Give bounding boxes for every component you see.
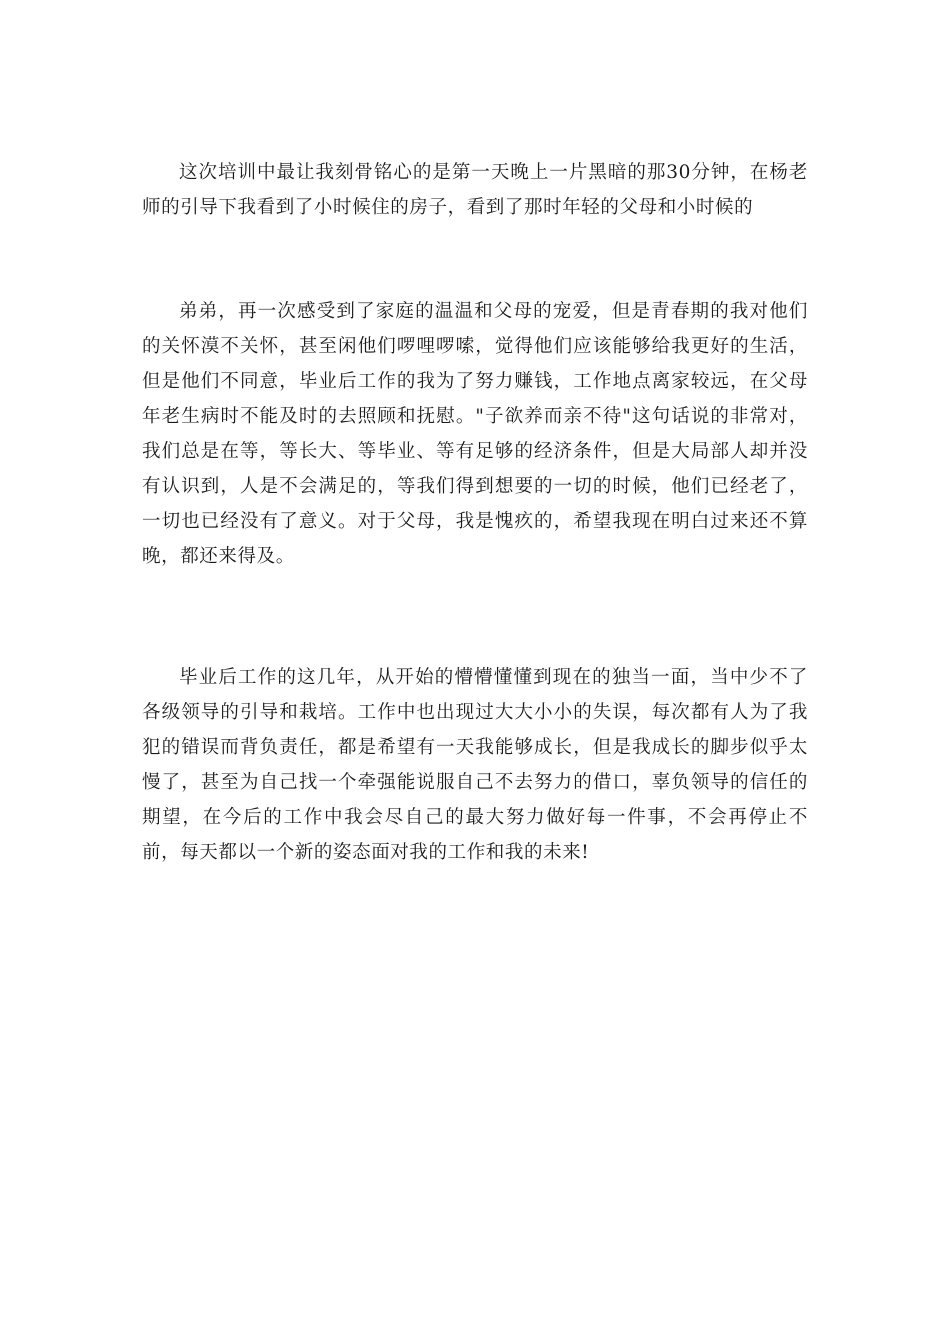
paragraph-training-memory: 这次培训中最让我刻骨铭心的是第一天晚上一片黑暗的那30分钟，在杨老师的引导下我看到了小时候住的房子，看到了那时年轻的父母和小时候的 — [142, 162, 808, 218]
paragraph-family-reflection: 弟弟，再一次感受到了家庭的温温和父母的宠爱，但是青春期的我对他们的关怀漠不关怀，甚至闲他们啰哩啰嗦，觉得他们应该能够给我更好的生活，但是他们不同意，毕业后工作的我为了努力赚钱，工作地点离家较远，在父母年老生病时不能及时的去照顾和抚慰。"子欲养而亲不待"这句话说的非常对，我们总是在等，等长大、等毕业、等有足够的经济条件，但是大局部人却并没有认识到，人是不会满足的，等我们得到想要的一切的时候，他们已经老了，一切也已经没有了意义。对于父母，我是愧疚的，希望我现在明白过来还不算晚，都还来得及。 — [142, 301, 808, 567]
paragraph-work-reflection: 毕业后工作的这几年，从开始的懵懵懂懂到现在的独当一面，当中少不了各级领导的引导和栽培。工作中也出现过大大小小的失误，每次都有人为了我犯的错误而背负责任，都是希望有一天我能够成长，但是我成长的脚步似乎太慢了，甚至为自己找一个牵强能说服自己不去努力的借口，辜负领导的信任的期望，在今后的工作中我会尽自己的最大努力做好每一件事，不会再停止不前，每天都以一个新的姿态面对我的工作和我的未来! — [142, 667, 808, 863]
